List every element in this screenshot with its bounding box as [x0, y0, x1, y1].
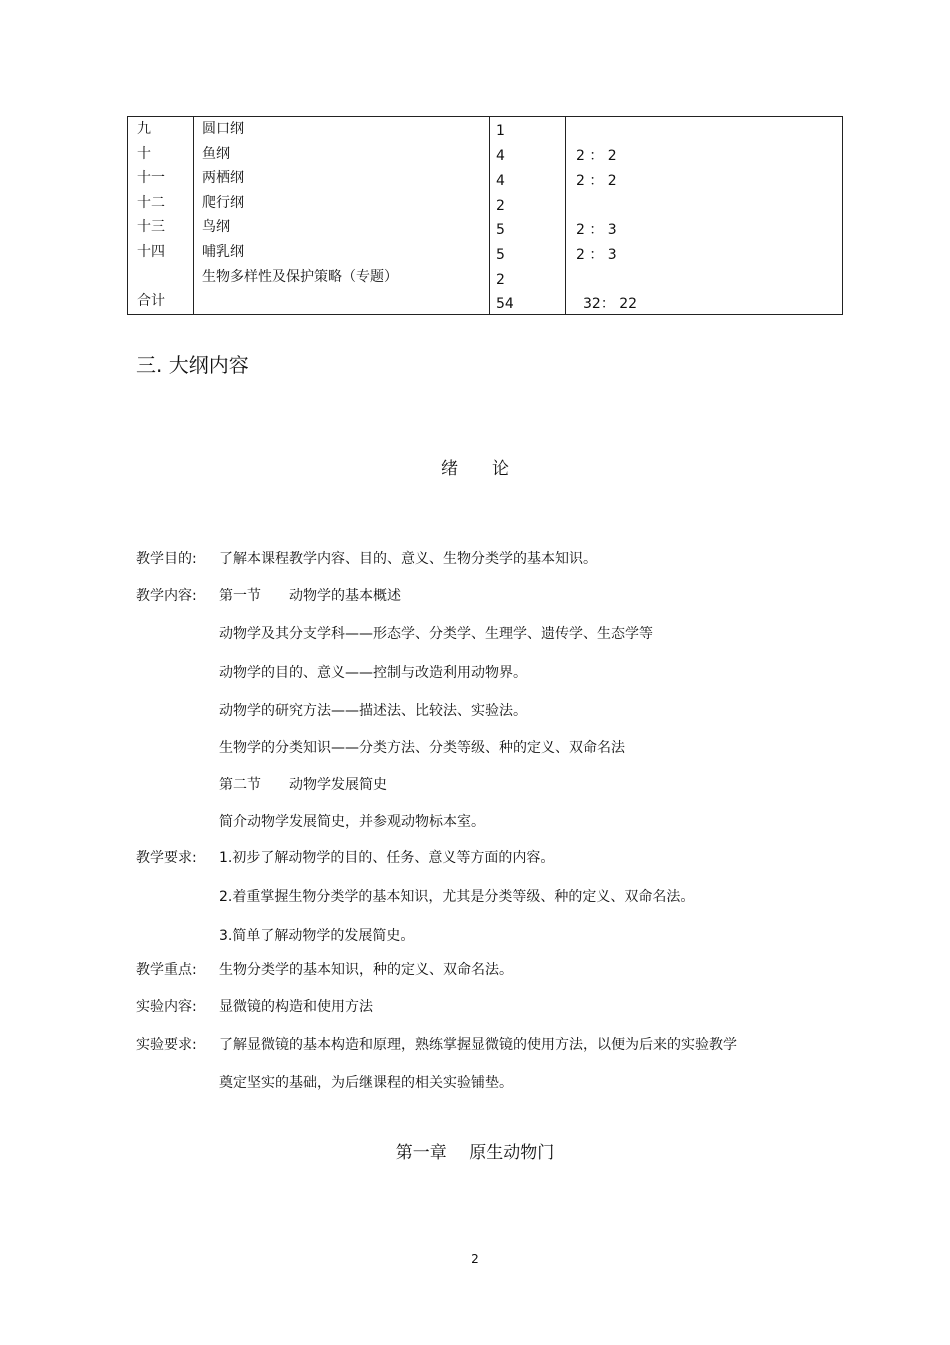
- intro-title: 绪 论: [441, 459, 509, 479]
- key-label: 教学重点:: [136, 962, 197, 978]
- hours-table: [127, 116, 843, 315]
- cell-name: 哺乳纲: [202, 244, 244, 260]
- labreq-line: 了解显微镜的基本构造和原理，熟练掌握显微镜的使用方法，以便为后来的实验教学: [219, 1037, 737, 1053]
- cell-name: 生物多样性及保护策略（专题）: [202, 269, 398, 285]
- cell-ratio: 2 ： 3: [576, 222, 617, 238]
- cell-hours: 2: [496, 272, 505, 288]
- cell-chapter: 十一: [137, 170, 165, 186]
- cell-hours: 5: [496, 222, 505, 238]
- cell-name: 鱼纲: [202, 146, 230, 162]
- cell-ratio: 32： 22: [583, 296, 638, 312]
- labreq-line: 奠定坚实的基础，为后继课程的相关实验铺垫。: [219, 1075, 513, 1091]
- content-line: 第一节 动物学的基本概述: [219, 588, 401, 604]
- content-line: 生物学的分类知识——分类方法、分类等级、种的定义、双命名法: [219, 740, 625, 756]
- lab-label: 实验内容:: [136, 999, 197, 1015]
- content-line: 动物学及其分支学科——形态学、分类学、生理学、遗传学、生态学等: [219, 626, 653, 642]
- cell-hours: 5: [496, 247, 505, 263]
- lab-text: 显微镜的构造和使用方法: [219, 999, 373, 1015]
- content-line: 简介动物学发展简史，并参观动物标本室。: [219, 814, 485, 830]
- cell-ratio: 2 ： 2: [576, 173, 617, 189]
- cell-chapter: 十三: [137, 219, 165, 235]
- labreq-label: 实验要求:: [136, 1037, 197, 1053]
- content-line: 动物学的研究方法——描述法、比较法、实验法。: [219, 703, 527, 719]
- section-heading: 三. 大纲内容: [136, 353, 249, 377]
- goal-label: 教学目的:: [136, 551, 197, 567]
- goal-text: 了解本课程教学内容、目的、意义、生物分类学的基本知识。: [219, 551, 597, 567]
- cell-hours: 54: [496, 296, 514, 312]
- cell-name: 爬行纲: [202, 195, 244, 211]
- cell-name: 鸟纲: [202, 219, 230, 235]
- table-divider: [193, 117, 194, 314]
- cell-chapter: 十四: [137, 244, 165, 260]
- table-divider: [489, 117, 490, 314]
- cell-hours: 4: [496, 173, 505, 189]
- table-divider: [565, 117, 566, 314]
- content-label: 教学内容:: [136, 588, 197, 604]
- cell-chapter: 九: [137, 121, 151, 137]
- cell-ratio: 2 ： 3: [576, 247, 617, 263]
- cell-chapter: 十: [137, 146, 151, 162]
- cell-name: 圆口纲: [202, 121, 244, 137]
- req-line: 3.简单了解动物学的发展简史。: [219, 928, 415, 944]
- cell-name: 两栖纲: [202, 170, 244, 186]
- cell-hours: 1: [496, 123, 505, 139]
- req-line: 1.初步了解动物学的目的、任务、意义等方面的内容。: [219, 850, 555, 866]
- cell-chapter: 十二: [137, 195, 165, 211]
- page-number: 2: [471, 1252, 479, 1266]
- req-label: 教学要求:: [136, 850, 197, 866]
- content-line: 动物学的目的、意义——控制与改造利用动物界。: [219, 665, 527, 681]
- req-line: 2.着重掌握生物分类学的基本知识，尤其是分类等级、种的定义、双命名法。: [219, 889, 695, 905]
- content-line: 第二节 动物学发展简史: [219, 777, 387, 793]
- cell-hours: 4: [496, 148, 505, 164]
- key-text: 生物分类学的基本知识，种的定义、双命名法。: [219, 962, 513, 978]
- cell-ratio: 2 ： 2: [576, 148, 617, 164]
- cell-hours: 2: [496, 198, 505, 214]
- cell-chapter: 合计: [137, 293, 165, 309]
- chapter-title: 第一章 原生动物门: [395, 1143, 555, 1163]
